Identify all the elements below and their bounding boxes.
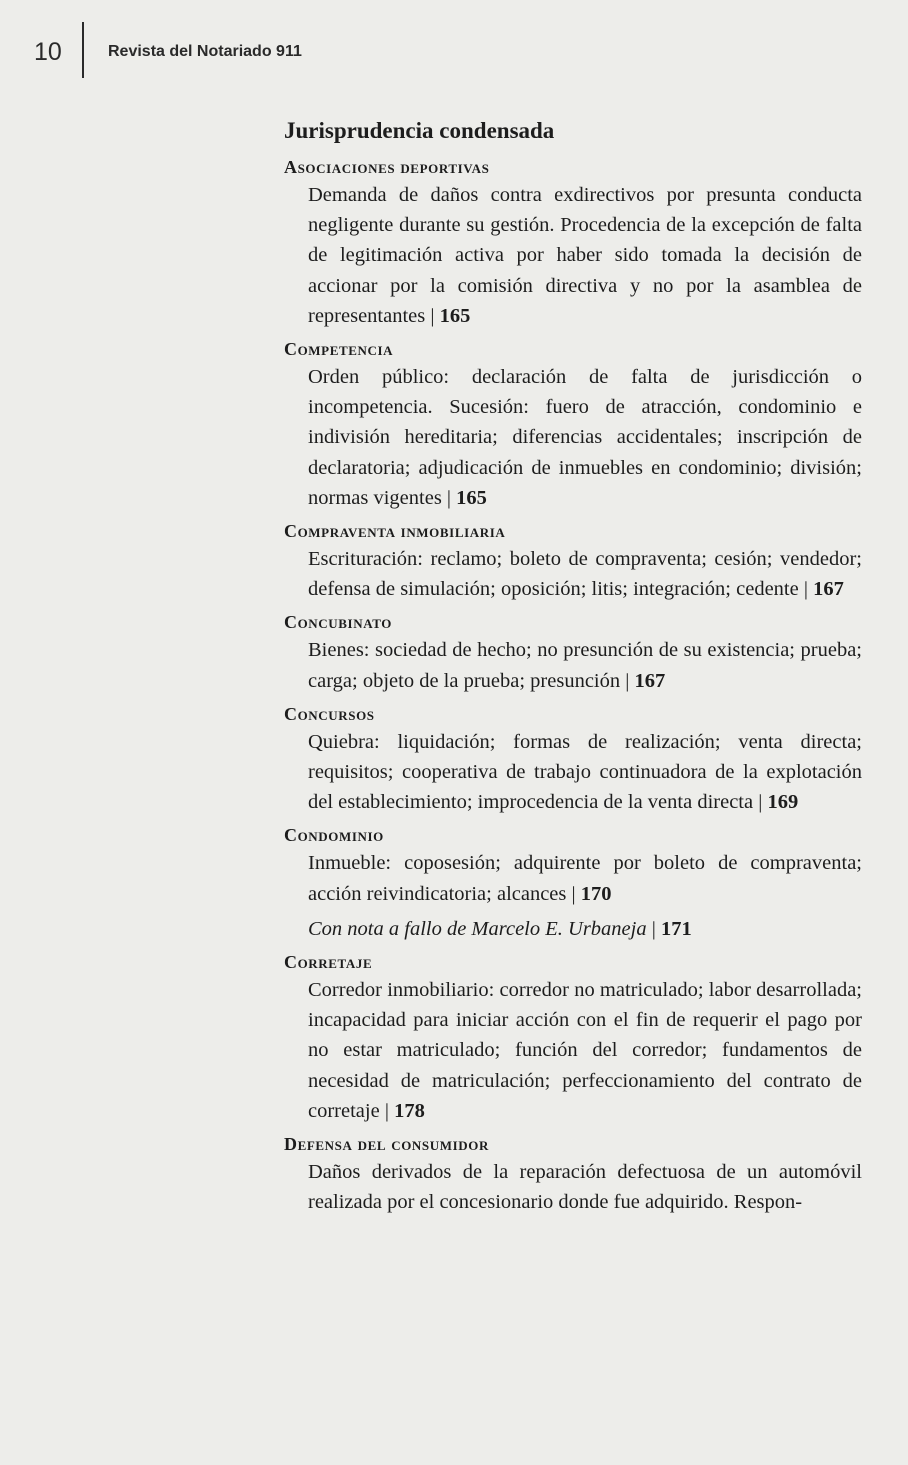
entry-summary [308,544,862,604]
entry-heading: Defensa del consumidor [284,1134,489,1155]
entry-summary [308,362,862,513]
index-entry [284,336,862,513]
index-entry [284,1131,862,1217]
page-ref-separator: | [753,791,768,814]
page-ref-separator: | [798,578,814,601]
page-reference: 165 [456,486,487,509]
summary-text: Escrituración: reclamo; boleto de compraventa; cesión; vendedor; defensa de simulación; oposición; litis; integración; cedente [308,548,862,601]
entry-summary [308,1157,862,1217]
page-reference: 167 [634,669,666,692]
summary-text: Bienes: sociedad de hecho; no presunción de su existencia; prueba; carga; objeto de la prueba; presunción [308,639,862,692]
page-ref-separator: | [620,669,635,692]
entry-heading: Concubinato [284,612,392,633]
entry-note [308,914,862,944]
summary-text: Inmueble: coposesión; adquirente por boleto de compraventa; acción reivindicatoria; alcances [308,852,862,905]
journal-title: Revista del Notariado 911 [108,43,302,60]
page-reference: 169 [767,791,799,814]
page-reference: 167 [813,578,844,601]
entry-heading: Compraventa inmobiliaria [284,521,506,542]
running-header [0,0,908,80]
index-entry [284,949,862,1126]
page-reference: 165 [439,304,471,327]
page-ref-separator: | [646,917,661,940]
entry-list [284,154,862,1217]
summary-text: Quiebra: liquidación; formas de realización; venta directa; requisitos; cooperativa de trabajo continuadora de la explotación del establecimiento; improcedencia de la venta directa [308,730,862,814]
summary-text: Demanda de daños contra exdirectivos por presunta conducta negligente durante su gestión. Procedencia de la excepción de falta de legitimación activa por haber sido tomada la decisión de accionar por la comisión directiva y no por la asamblea de representantes [308,184,862,327]
index-entry [284,701,862,818]
page-reference: 178 [394,1099,425,1122]
summary-text: Corredor inmobiliario: corredor no matriculado; labor desarrollada; incapacidad para iniciar acción con el fin de requerir el pago por no estar matriculado; función del corredor; fundamentos de necesidad de matriculación; perfeccionamiento del contrato de corretaje [308,979,862,1122]
page-reference: 170 [580,882,612,905]
entry-heading: Asociaciones deportivas [284,157,490,177]
entry-summary [308,635,862,695]
entry-heading: Competencia [284,339,394,360]
summary-text: Orden público: declaración de falta de jurisdicción o incompetencia. Sucesión: fuero de atracción, condominio e indivisión hereditaria; diferencias accidentales; inscripción de declaratoria; adjudicación de inmuebles en condominio; división; normas vigentes [308,366,862,509]
entry-heading: Corretaje [284,952,373,973]
summary-text: Daños derivados de la reparación defectuosa de un automóvil realizada por el concesionario donde fue adquirido. Respon- [308,1161,862,1214]
header-divider [82,22,84,78]
entry-heading: Concursos [284,703,375,724]
entry-summary [308,180,862,331]
page-ref-separator: | [425,304,440,327]
index-entry [284,822,862,944]
page-number: 10 [34,38,62,66]
page-ref-separator: | [566,882,581,905]
index-entry [284,154,862,331]
main-content [284,116,862,1222]
entry-summary [308,727,862,818]
entry-summary [308,975,862,1126]
page-ref-separator: | [379,1099,395,1122]
entry-summary [308,848,862,908]
entry-heading: Condominio [284,825,384,846]
index-entry [284,518,862,604]
index-entry [284,609,862,695]
section-title: Jurisprudencia condensada [284,118,555,143]
summary-text: Con nota a fallo de Marcelo E. Urbaneja [308,917,647,940]
page-ref-separator: | [441,486,457,509]
page-reference: 171 [660,917,692,940]
